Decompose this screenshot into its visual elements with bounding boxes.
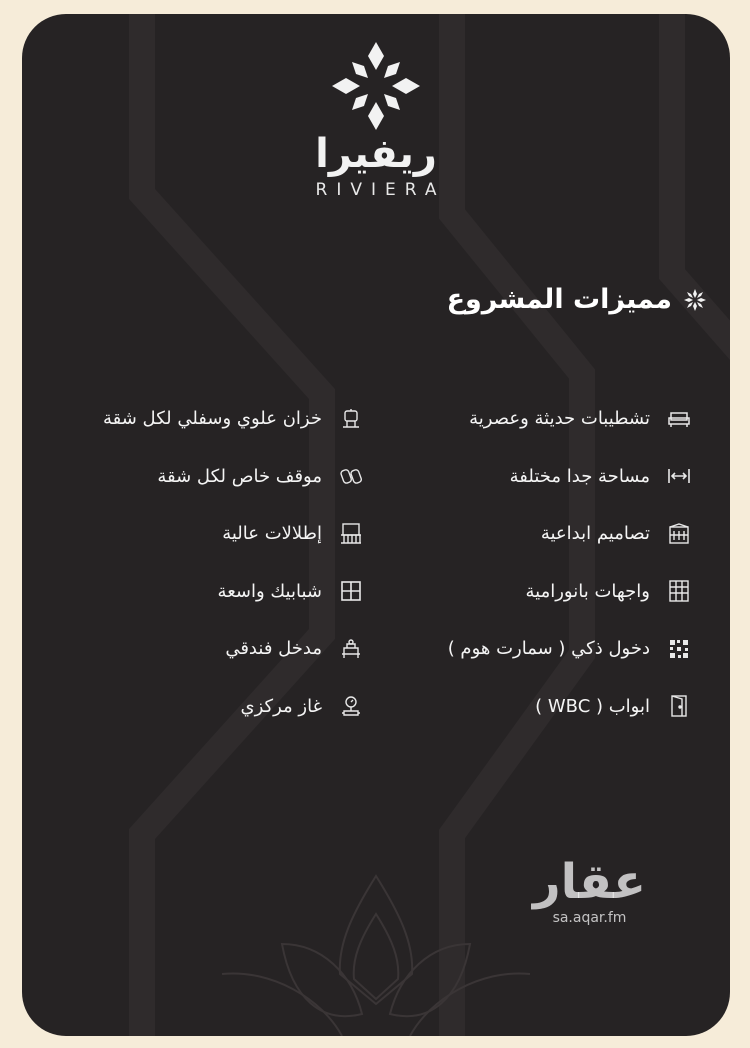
feature-label: تصاميم ابداعية <box>540 523 650 545</box>
feature-item <box>42 448 362 506</box>
feature-label: ابواب ( WBC ) <box>535 695 650 717</box>
watermark-arabic: عقار <box>533 854 646 910</box>
feature-label: خزان علوي وسفلي لكل شقة <box>103 408 322 430</box>
lobby-icon <box>340 638 362 660</box>
feature-item <box>42 620 362 678</box>
star-ornament-icon <box>684 289 706 311</box>
features-list <box>22 390 730 720</box>
feature-label: مدخل فندقي <box>225 638 322 660</box>
feature-item <box>370 563 690 621</box>
feature-item <box>370 448 690 506</box>
feature-label: واجهات بانورامية <box>525 580 650 602</box>
brand-name-arabic: ريفيرا <box>315 131 437 177</box>
parking-icon <box>340 465 362 487</box>
feature-item <box>370 678 690 736</box>
smart-lock-icon <box>668 638 690 660</box>
watermark-url: sa.aqar.fm <box>552 910 627 926</box>
feature-item <box>370 620 690 678</box>
feature-item <box>42 390 362 448</box>
feature-label: غاز مركزي <box>240 695 322 717</box>
feature-label: مساحة جدا مختلفة <box>509 465 650 487</box>
features-column-right <box>370 390 690 735</box>
water-tank-icon <box>340 408 362 430</box>
facade-icon <box>668 580 690 602</box>
feature-item <box>370 505 690 563</box>
balcony-icon <box>340 523 362 545</box>
brand-logo <box>22 40 730 200</box>
feature-label: تشطيبات حديثة وعصرية <box>469 408 650 430</box>
feature-label: إطلالات عالية <box>222 523 322 545</box>
feature-label: موقف خاص لكل شقة <box>157 465 322 487</box>
window-icon <box>340 580 362 602</box>
door-icon <box>668 695 690 717</box>
feature-label: شبابيك واسعة <box>217 580 322 602</box>
building-icon <box>668 523 690 545</box>
feature-item <box>42 678 362 736</box>
feature-item <box>42 505 362 563</box>
feature-label: دخول ذكي ( سمارت هوم ) <box>447 638 650 660</box>
aqar-watermark <box>533 856 646 926</box>
brochure-card <box>22 14 730 1036</box>
features-column-left <box>42 390 362 735</box>
riviera-flower-icon <box>330 40 422 132</box>
gas-meter-icon <box>340 695 362 717</box>
width-arrows-icon <box>668 465 690 487</box>
brand-name-english: RIVIERA <box>315 180 446 200</box>
sofa-icon <box>668 408 690 430</box>
feature-item <box>370 390 690 448</box>
section-title-text: مميزات المشروع <box>446 284 672 315</box>
section-title <box>447 284 706 315</box>
feature-item <box>42 563 362 621</box>
